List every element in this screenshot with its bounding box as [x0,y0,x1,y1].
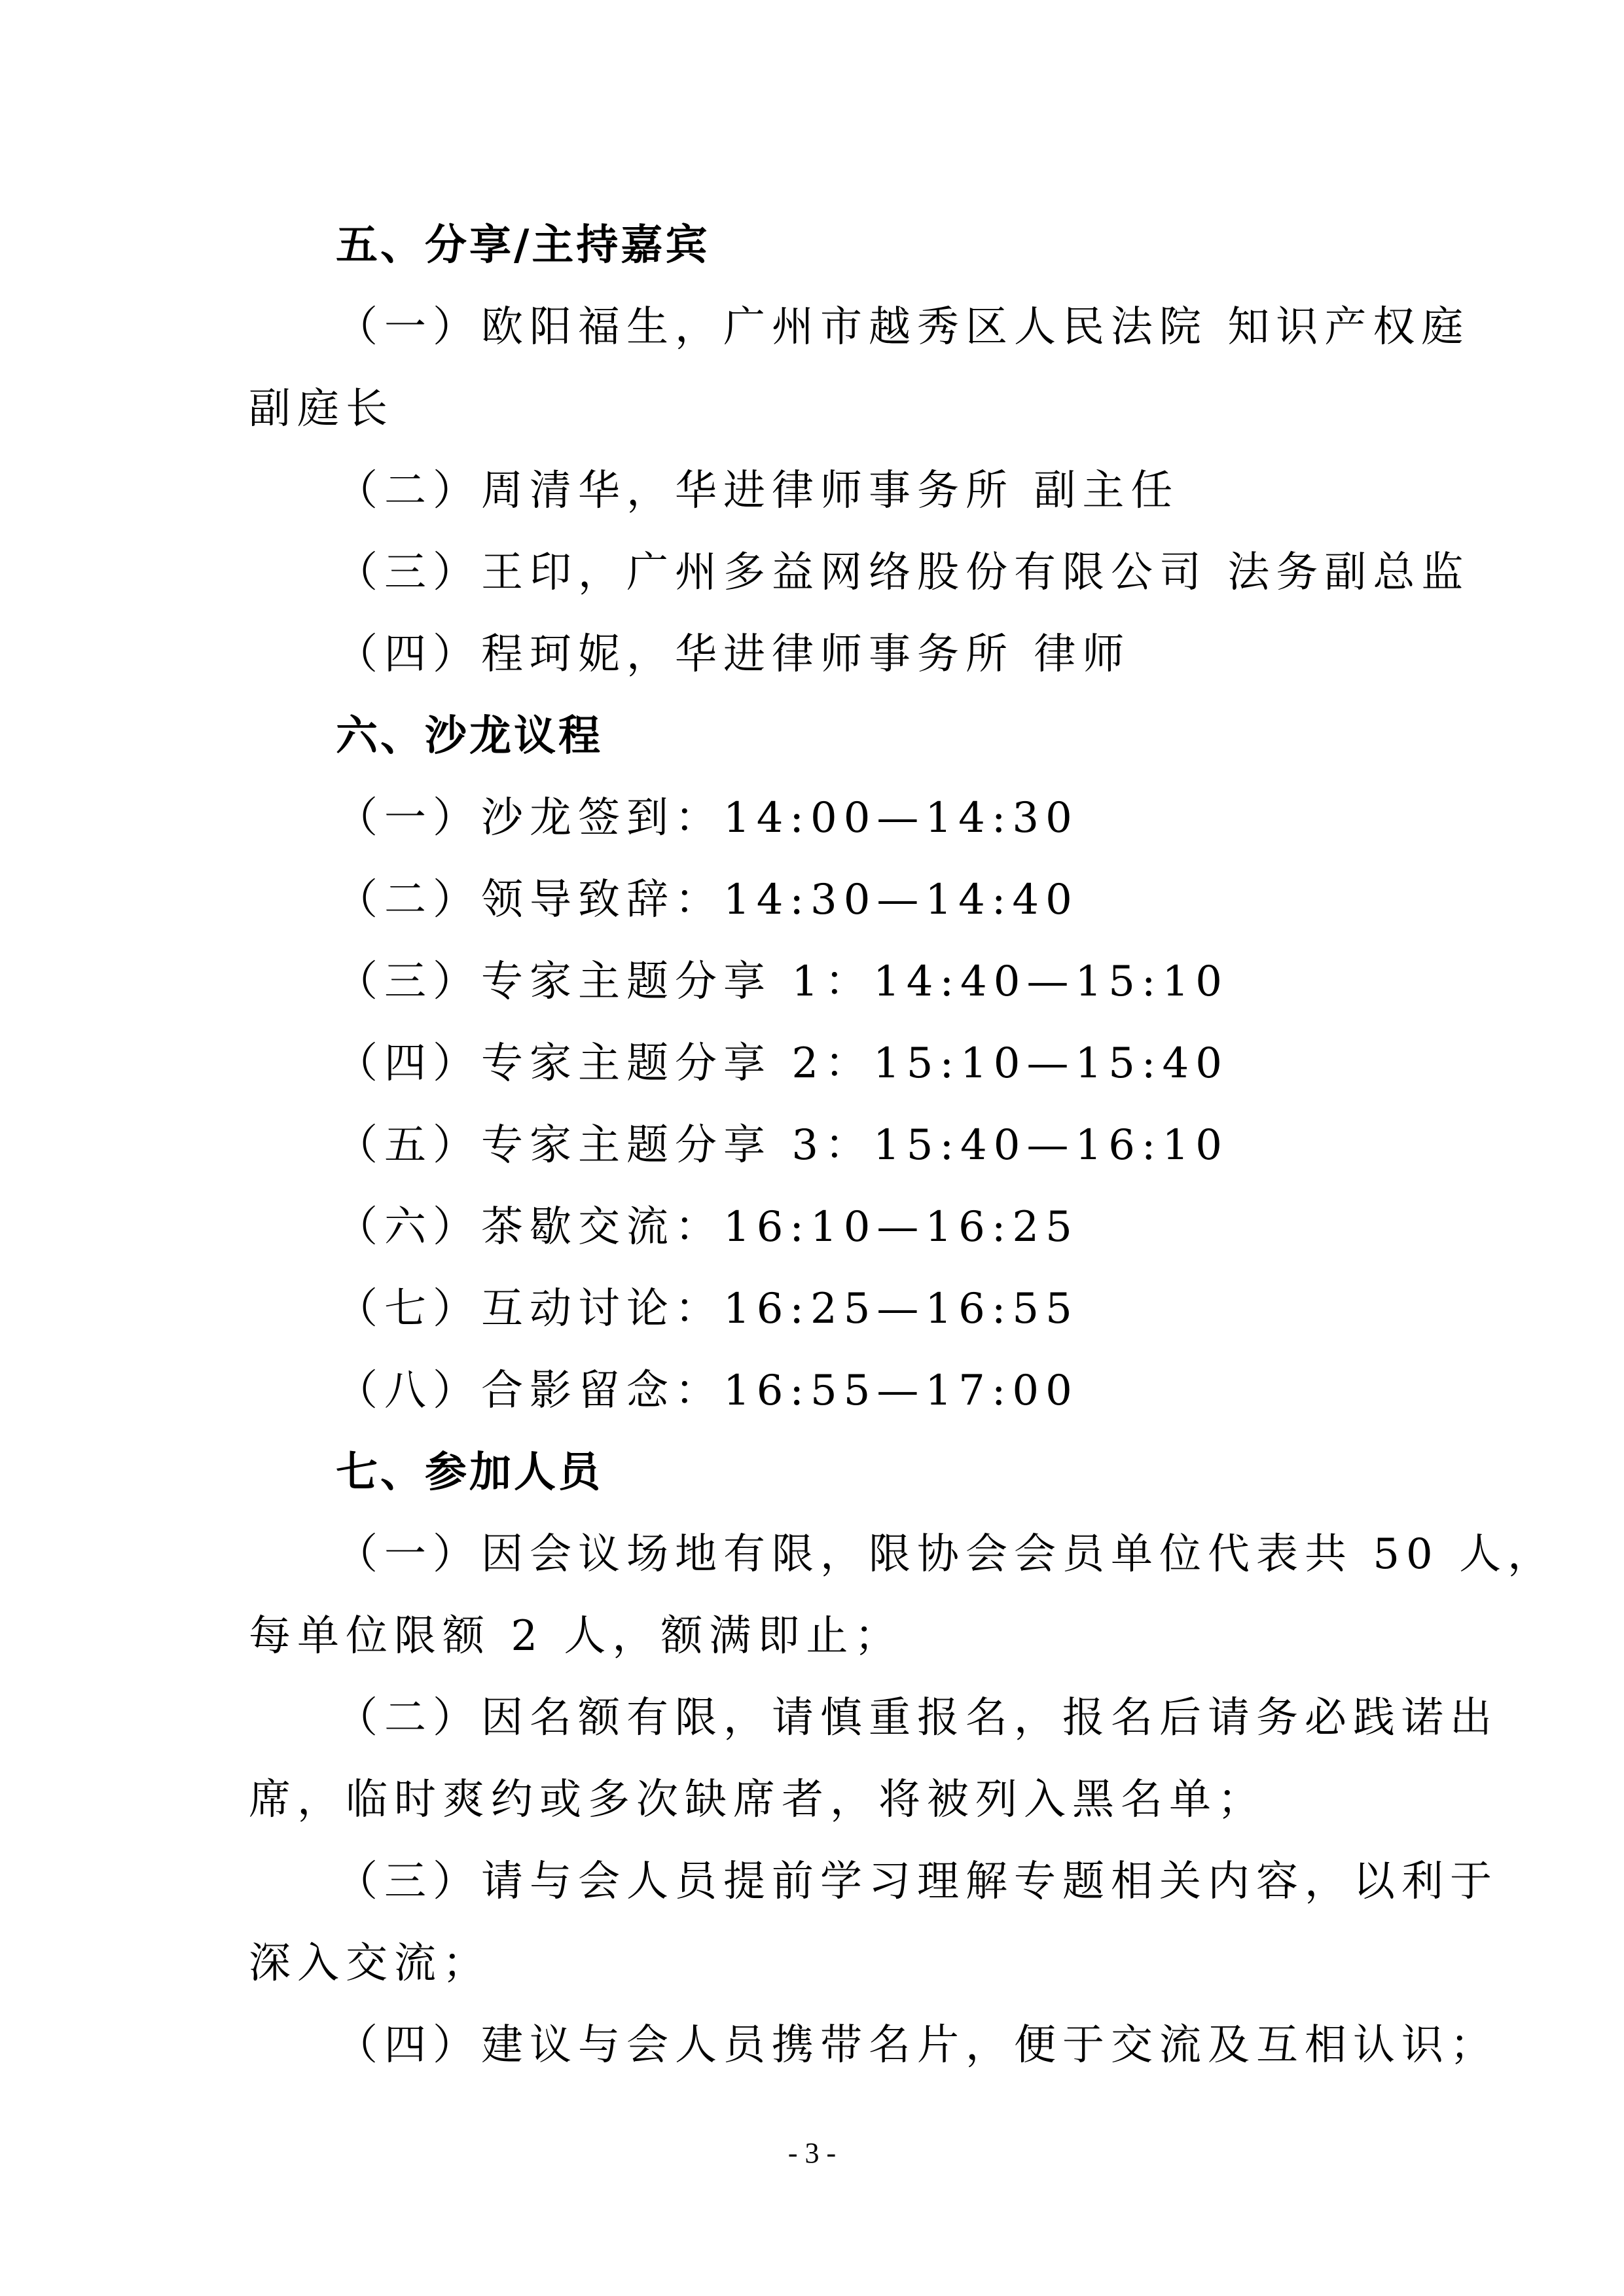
agenda-item-8: （八）合影留念：16:55—17:00 [336,1367,1079,1415]
section-heading-agenda: 六、沙龙议程 [336,712,603,761]
agenda-item-3: （三）专家主题分享 1：14:40—15:10 [336,958,1229,1006]
participant-item-4: （四）建议与会人员携带名片，便于交流及互相认识； [336,2021,1498,2070]
agenda-item-5: （五）专家主题分享 3：15:40—16:10 [336,1121,1229,1170]
guest-item-1: （一）欧阳福生，广州市越秀区人民法院 知识产权庭 [336,303,1470,351]
guest-item-2: （二）周清华，华进律师事务所 副主任 [336,467,1180,515]
guest-item-3: （三）王印，广州多益网络股份有限公司 法务副总监 [336,548,1470,597]
participant-item-1-continued: 每单位限额 2 人，额满即止； [249,1612,903,1660]
agenda-item-4: （四）专家主题分享 2：15:10—15:40 [336,1039,1229,1088]
guest-item-4: （四）程珂妮，华进律师事务所 律师 [336,630,1131,679]
guest-item-1-continued: 副庭长 [249,385,394,433]
section-heading-participants: 七、参加人员 [336,1448,603,1497]
participant-item-3: （三）请与会人员提前学习理解专题相关内容，以利于 [336,1857,1498,1906]
agenda-item-7: （七）互动讨论：16:25—16:55 [336,1285,1079,1333]
participant-item-1: （一）因会议场地有限，限协会会员单位代表共 50 人， [336,1530,1557,1579]
section-heading-guests: 五、分享/主持嘉宾 [336,221,710,270]
participant-item-2: （二）因名额有限，请慎重报名，报名后请务必践诺出 [336,1694,1498,1742]
page-number: - 3 - [787,2137,837,2169]
agenda-item-6: （六）茶歇交流：16:10—16:25 [336,1203,1079,1251]
participant-item-3-continued: 深入交流； [249,1939,491,1988]
participant-item-2-continued: 席，临时爽约或多次缺席者，将被列入黑名单； [249,1776,1266,1824]
agenda-item-2: （二）领导致辞：14:30—14:40 [336,876,1079,924]
agenda-item-1: （一）沙龙签到：14:00—14:30 [336,794,1079,842]
